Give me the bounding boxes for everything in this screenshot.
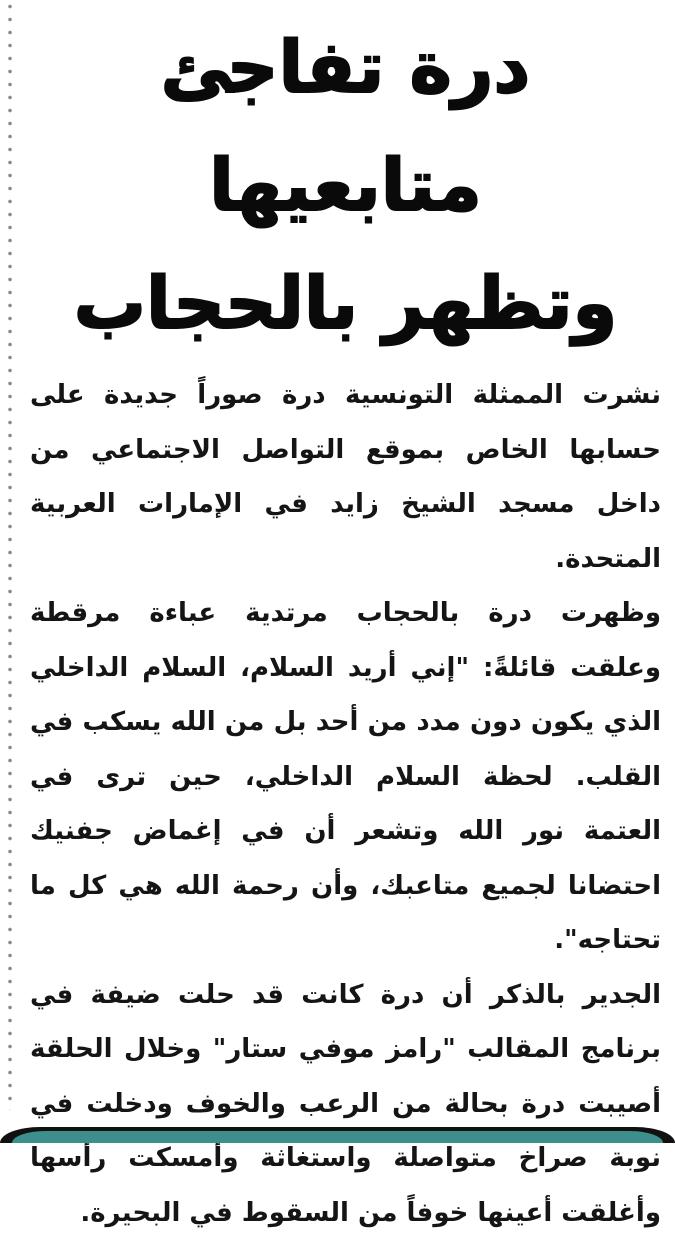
headline-line-2: وتظهر بالحجاب [30,244,661,362]
article-headline [30,0,661,362]
news-article [30,0,661,1240]
article-paragraph-1: نشرت الممثلة التونسية درة صوراً جديدة على حسابها الخاص بموقع التواصل الاجتماعي من داخل مسجد الشيخ زايد في الإمارات العربية المتحدة. [30,368,661,586]
headline-line-1: درة تفاجئ متابعيها [30,8,661,244]
dotted-column-rule [7,0,13,1110]
article-paragraph-3: الجدير بالذكر أن درة كانت قد حلت ضيفة في برنامج المقالب "رامز موفي ستار" وخلال الحلقة أصيبت درة بحالة من الرعب والخوف ودخلت في نوبة صراخ متواصلة واستغاثة وأمسكت رأسها وأغلقت أعينها خوفاً من السقوط في البحيرة. [30,968,661,1240]
article-body [30,368,661,1240]
bottom-teal-band [12,1131,663,1143]
article-paragraph-2: وظهرت درة بالحجاب مرتدية عباءة مرقطة وعلقت قائلةً: "إني أريد السلام، السلام الداخلي الذي يكون دون مدد من أحد بل من الله يسكب في القلب. لحظة السلام الداخلي، حين ترى في العتمة نور الله وتشعر أن في إغماض جفنيك احتضانا لجميع متاعبك، وأن رحمة الله هي كل ما تحتاجه". [30,586,661,968]
